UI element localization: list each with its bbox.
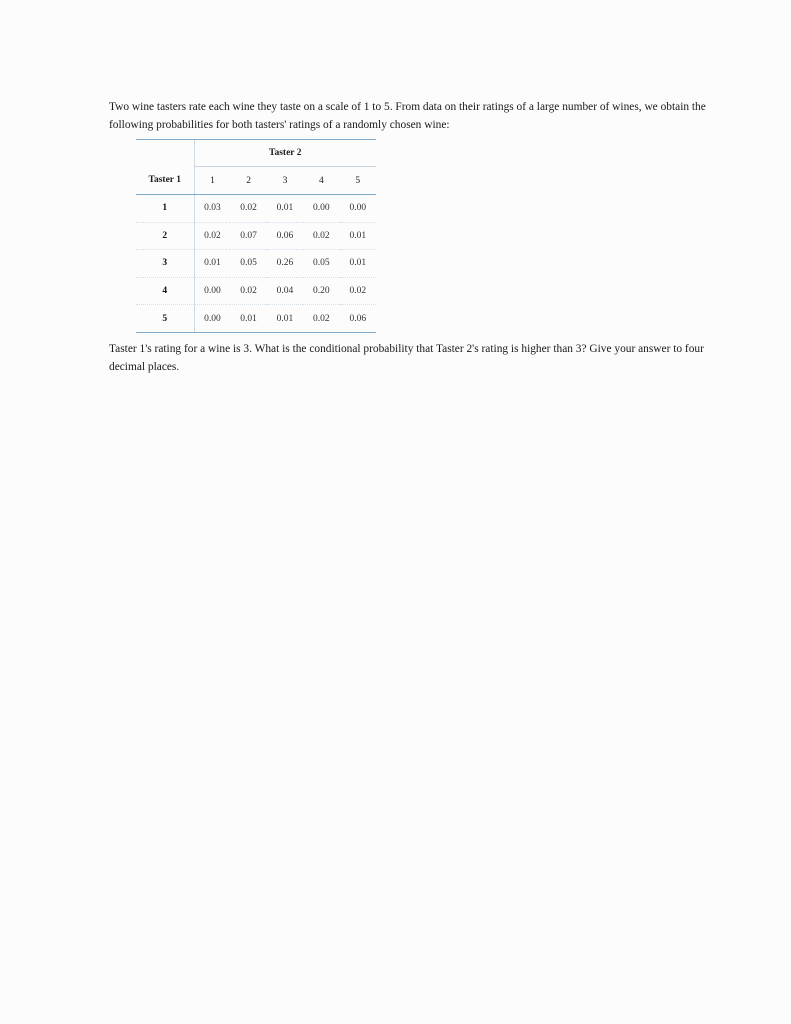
question-paragraph: Taster 1's rating for a wine is 3. What is the conditional probability that Taster 2's rating is higher than 3? Give your answer to four decimal places. [109,343,704,373]
table-cell: 0.04 [267,277,303,305]
taster-1-header: Taster 1 [136,167,194,195]
table-cell: 0.05 [303,250,339,278]
row-header: 3 [136,250,194,278]
column-header: 2 [230,167,266,195]
table-cell: 0.01 [230,305,266,333]
column-header: 5 [340,167,376,195]
table-cell: 0.02 [340,277,376,305]
table-cell: 0.07 [230,222,266,250]
table-cell: 0.06 [267,222,303,250]
table-cell: 0.01 [340,250,376,278]
column-header: 1 [194,167,230,195]
column-header: 4 [303,167,339,195]
table-cell: 0.01 [340,222,376,250]
table-cell: 0.06 [340,305,376,333]
taster-2-header: Taster 2 [194,140,376,167]
table-row [136,250,376,278]
table-row [136,195,376,223]
table-cell: 0.26 [267,250,303,278]
table-cell: 0.00 [194,277,230,305]
table-cell: 0.00 [340,195,376,223]
table-corner-cell [136,140,194,167]
table-group-header-row [136,140,376,167]
table-cell: 0.01 [267,305,303,333]
row-header: 5 [136,305,194,333]
row-header: 1 [136,195,194,223]
table-cell: 0.01 [267,195,303,223]
table-cell: 0.05 [230,250,266,278]
table-row [136,222,376,250]
table-row [136,305,376,333]
table-column-header-row [136,167,376,195]
table-cell: 0.20 [303,277,339,305]
table-cell: 0.02 [303,222,339,250]
probability-table [136,139,376,333]
table-cell: 0.02 [230,195,266,223]
table-cell: 0.00 [194,305,230,333]
table-cell: 0.00 [303,195,339,223]
row-header: 4 [136,277,194,305]
intro-paragraph: Two wine tasters rate each wine they taste on a scale of 1 to 5. From data on their ratings of a large number of wines, we obtain the following probabilities for both tasters' ratings of a randomly chosen wine: [109,101,706,131]
table-cell: 0.03 [194,195,230,223]
table-cell: 0.02 [194,222,230,250]
table-cell: 0.02 [303,305,339,333]
table-cell: 0.01 [194,250,230,278]
table-cell: 0.02 [230,277,266,305]
column-header: 3 [267,167,303,195]
row-header: 2 [136,222,194,250]
table-row [136,277,376,305]
